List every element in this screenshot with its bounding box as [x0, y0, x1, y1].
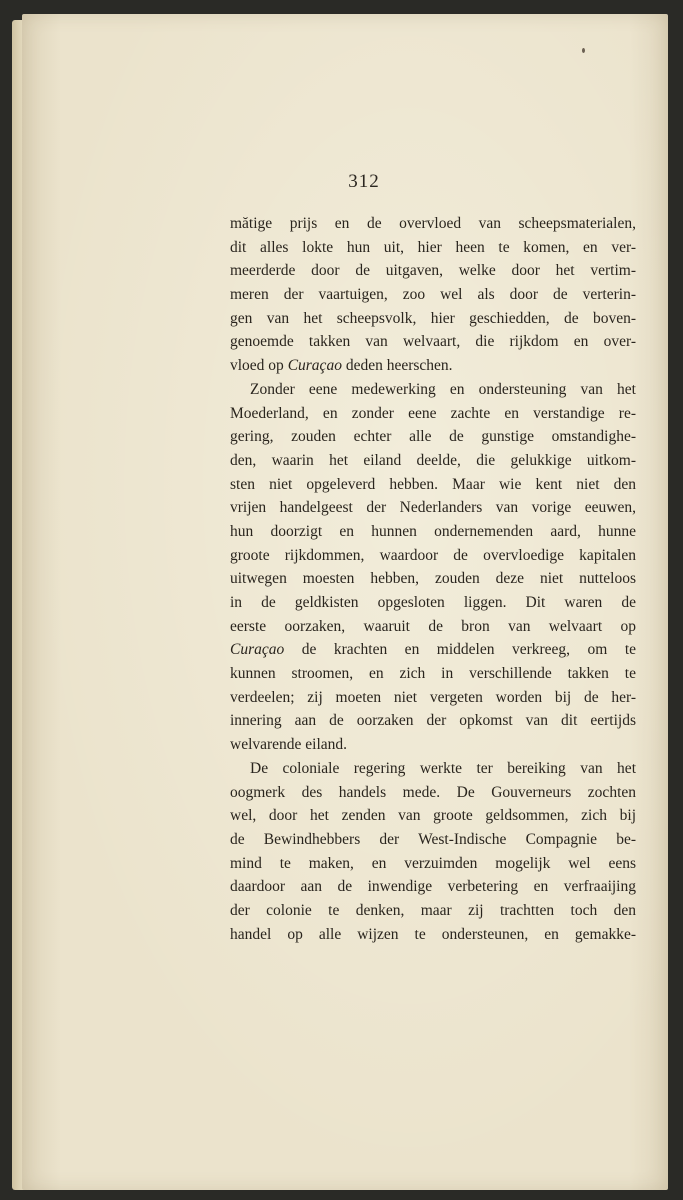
text-line: eerste oorzaken, waaruit de bron van welvaart op — [230, 617, 636, 635]
text-line: Zonder eene medewerking en ondersteuning van het — [250, 380, 636, 398]
text-line: verdeelen; zij moeten niet vergeten worden bij de her- — [230, 688, 636, 706]
text-line: sten niet opgeleverd hebben. Maar wie kent niet den — [230, 475, 636, 493]
text-line: de Bewindhebbers der West-Indische Compagnie be- — [230, 830, 636, 848]
text-line: mătige prijs en de overvloed van scheepsmaterialen, — [230, 215, 636, 232]
text-line: De coloniale regering werkte ter bereiking van het — [250, 759, 636, 777]
text-line: mind te maken, en verzuimden mogelijk wel eens — [230, 854, 636, 872]
text-line: vrijen handelgeest der Nederlanders van vorige eeuwen, — [230, 499, 636, 517]
body-text — [230, 212, 636, 946]
text-line: gen van het scheepsvolk, hier geschiedden, de boven- — [230, 309, 636, 327]
text-line: hun doorzigt en hunnen ondernemenden aard, hunne — [230, 522, 636, 540]
text-line: genoemde takken van welvaart, die rijkdom en over- — [230, 333, 636, 351]
text-line: den, waarin het eiland deelde, die gelukkige uitkom- — [230, 451, 636, 469]
text-line: wel, door het zenden van groote geldsommen, zich bij — [230, 807, 636, 825]
text-line: Moederland, en zonder eene zachte en verstandige re- — [230, 404, 636, 422]
text-line: welvarende eiland. — [230, 736, 348, 754]
text-line: handel op alle wijzen te ondersteunen, en gemakke- — [230, 925, 636, 943]
text-line: vloed op Curaçao deden heerschen. — [230, 357, 453, 375]
text-line: groote rijkdommen, waardoor de overvloedige kapitalen — [230, 546, 636, 564]
text-line: kunnen stroomen, en zich in verschillende takken te — [230, 665, 636, 683]
text-line: dit alles lokte hun uit, hier heen te komen, en ver- — [230, 238, 636, 256]
text-line: daardoor aan de inwendige verbetering en verfraaijing — [230, 878, 636, 896]
text-line: oogmerk des handels mede. De Gouverneurs zochten — [230, 783, 636, 801]
page-number: 312 — [348, 171, 380, 192]
text-line: meerderde door de uitgaven, welke door het vertim- — [230, 262, 636, 280]
text-line: uitwegen moesten hebben, zouden deze niet nutteloos — [230, 570, 636, 588]
text-line: Curaçao de krachten en middelen verkreeg, om te — [230, 641, 636, 659]
text-line: gering, zouden echter alle de gunstige omstandighe- — [230, 428, 636, 446]
text-line: innering aan de oorzaken der opkomst van dit eertijds — [230, 712, 636, 730]
book-page — [22, 14, 668, 1190]
text-line: meren der vaartuigen, zoo wel als door de verterin- — [230, 286, 636, 304]
text-line: der colonie te denken, maar zij trachtten toch den — [230, 901, 636, 919]
paper-speck — [582, 48, 585, 53]
text-line: in de geldkisten opgesloten liggen. Dit waren de — [230, 594, 636, 611]
